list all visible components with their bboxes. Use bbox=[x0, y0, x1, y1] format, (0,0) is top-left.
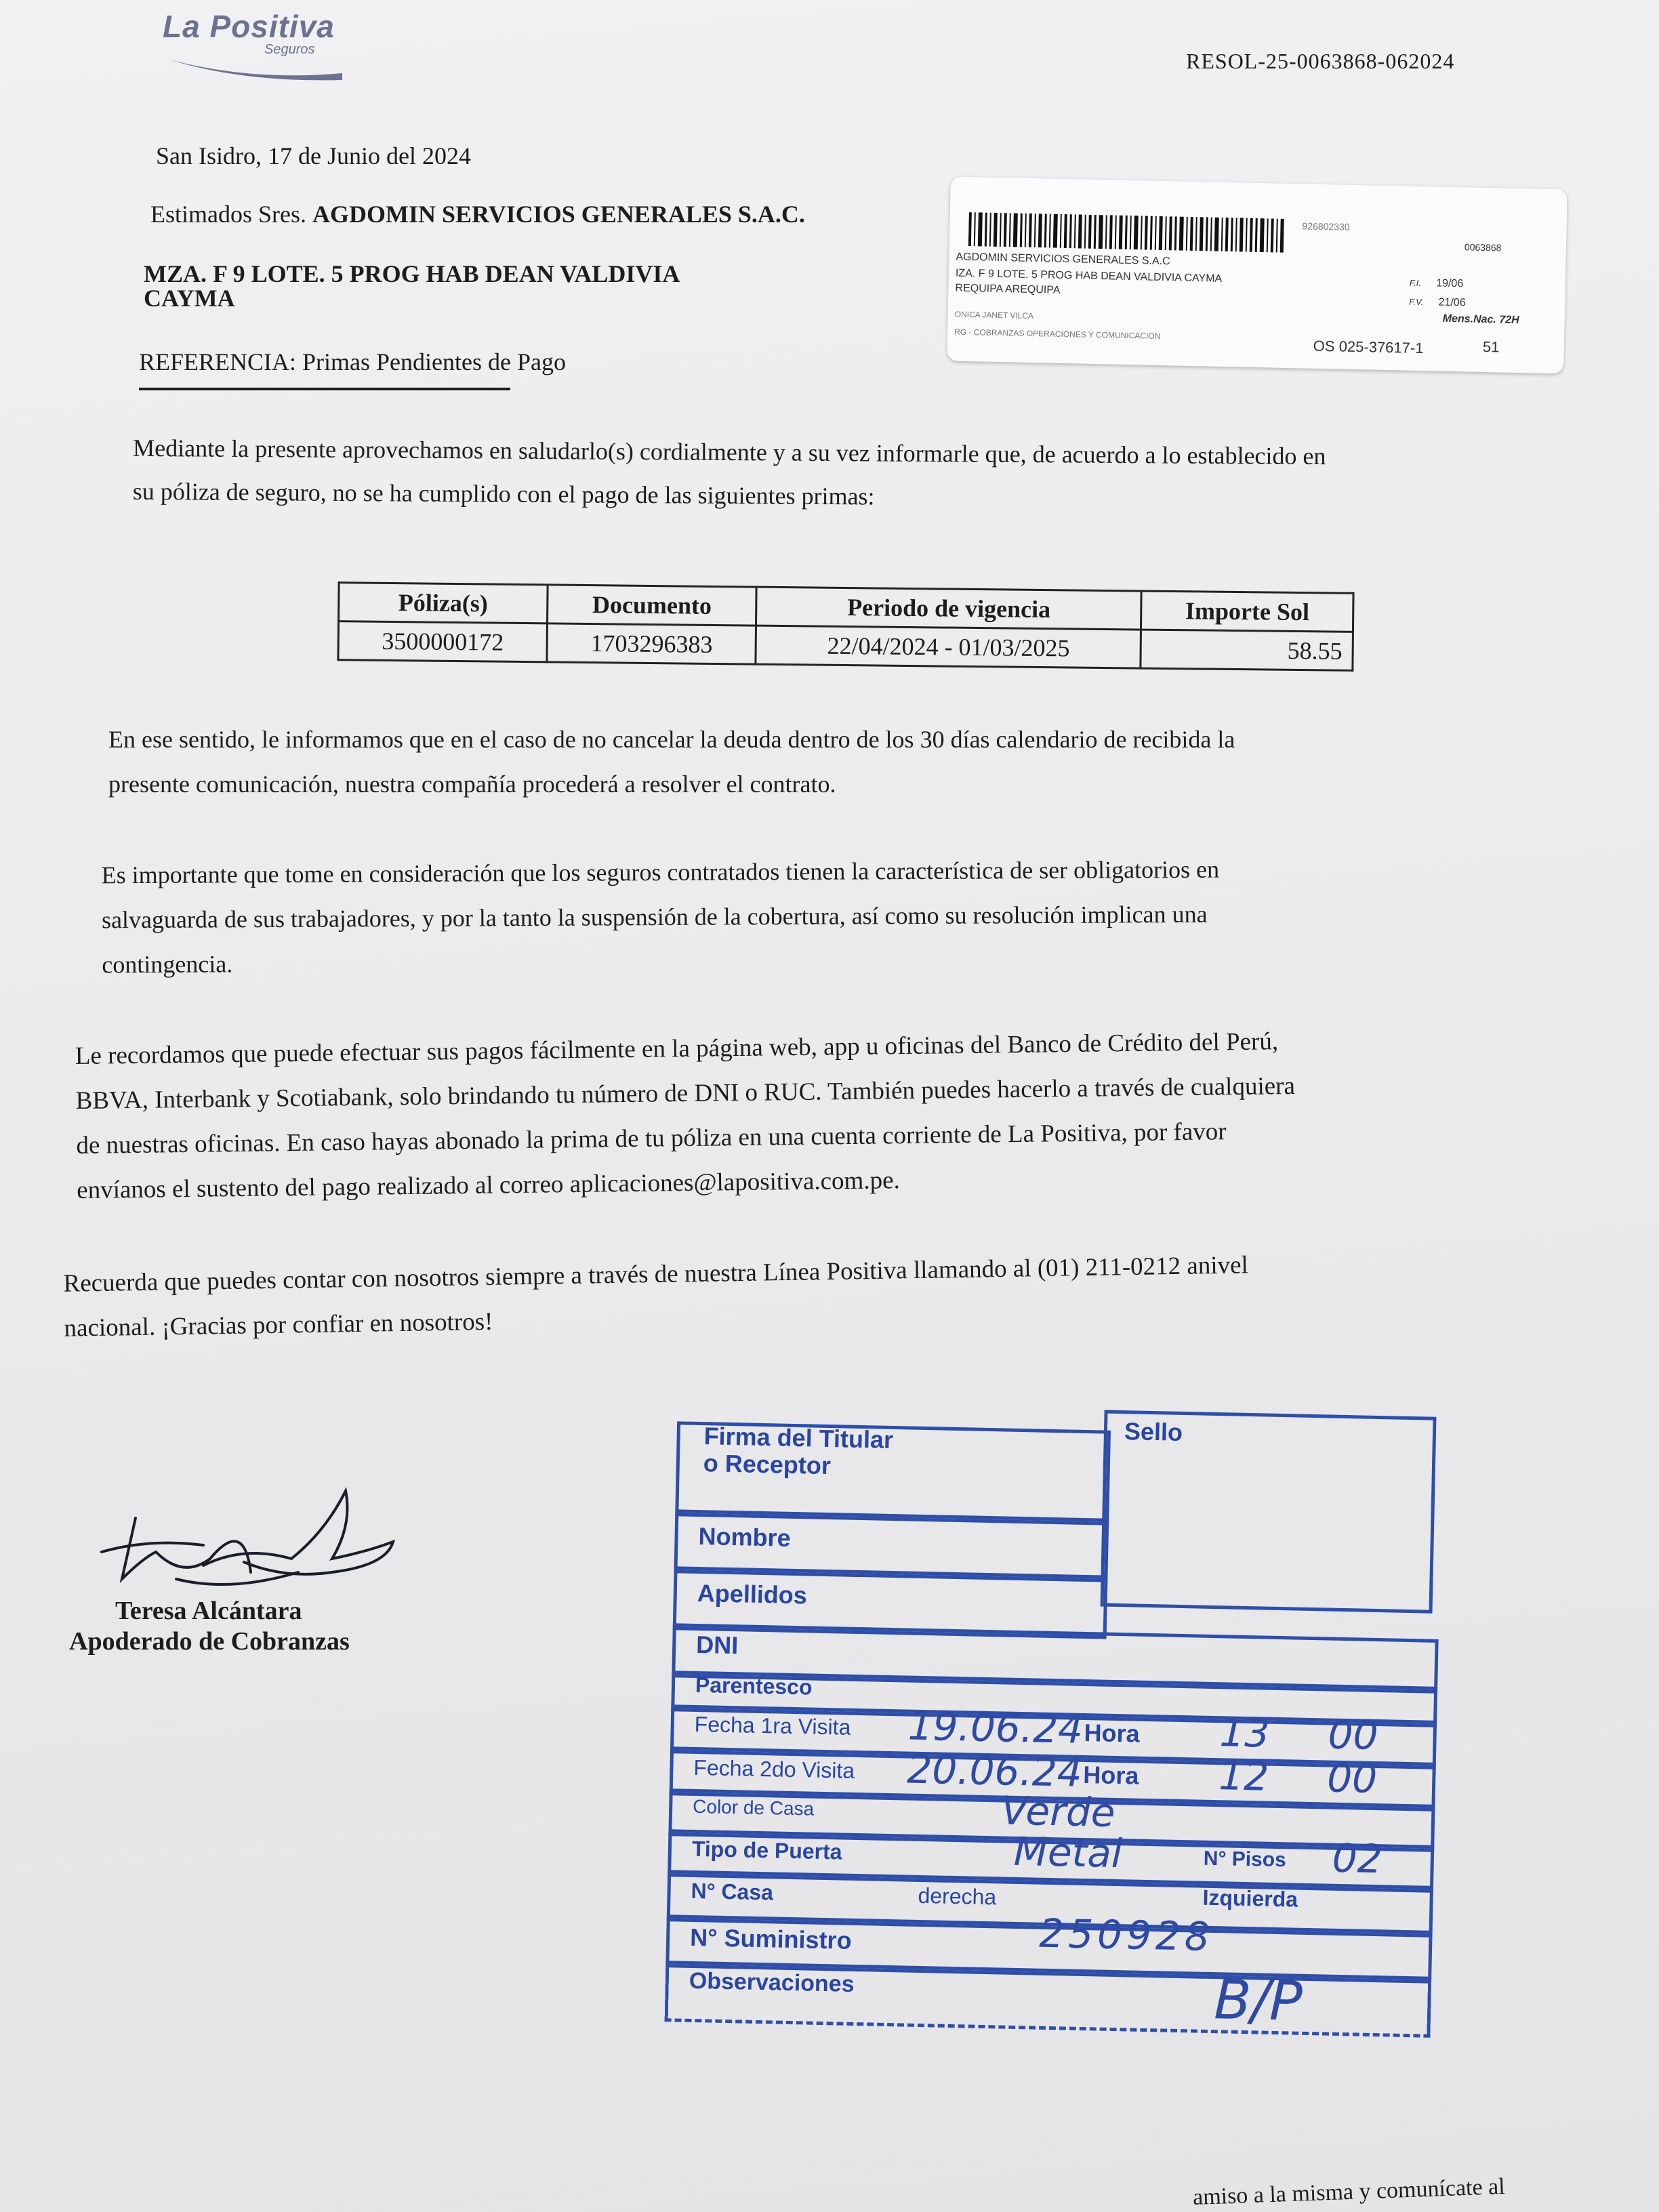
stamp-casa-label: N° Casa bbox=[691, 1878, 774, 1905]
logo-swoosh-icon bbox=[169, 54, 346, 81]
handwritten-hora2-h: 12 bbox=[1218, 1753, 1269, 1800]
stamp-color-label: Color de Casa bbox=[692, 1795, 815, 1820]
para2-line-1: En ese sentido, le informamos que en el caso de no cancelar la deuda dentro de los 30 días calendario de recibida la bbox=[108, 726, 1235, 753]
logo-sub: Seguros bbox=[264, 42, 315, 57]
handwritten-fecha2: 20.06.24 bbox=[906, 1746, 1083, 1796]
barcode-number: 926802330 bbox=[1302, 220, 1350, 232]
intro-line-1: Mediante la presente aprovechamos en saludarlo(s) cordialmente y a su vez informarle que, de acuerdo a lo establecido en bbox=[133, 434, 1326, 470]
paragraph-2 bbox=[108, 717, 1235, 806]
paragraph-3 bbox=[101, 847, 1219, 987]
la-positiva-logo bbox=[163, 8, 335, 57]
paragraph-5 bbox=[63, 1243, 1249, 1351]
cell-documento: 1703296383 bbox=[547, 623, 756, 664]
stamp-derecha-label: derecha bbox=[918, 1883, 997, 1910]
address-line-2: CAYMA bbox=[144, 285, 235, 312]
stamp-observaciones-label: Observaciones bbox=[689, 1967, 855, 1997]
stamp-parentesco-label: Parentesco bbox=[695, 1672, 813, 1700]
reference-line bbox=[139, 339, 566, 385]
paragraph-4 bbox=[75, 1019, 1296, 1213]
label-dept: RG - COBRANZAS OPERACIONES Y COMUNICACION bbox=[954, 327, 1161, 342]
stamp-apellidos-label: Apellidos bbox=[697, 1579, 808, 1610]
premiums-table bbox=[337, 581, 1354, 672]
label-os-num: 51 bbox=[1482, 337, 1500, 356]
stamp-hora2-label: Hora bbox=[1082, 1760, 1139, 1790]
stamp-puerta-label: Tipo de Puerta bbox=[691, 1836, 842, 1864]
label-city: REQUIPA AREQUIPA bbox=[955, 282, 1061, 296]
para5-line-2: nacional. ¡Gracias por confiar en nosotros! bbox=[64, 1307, 493, 1343]
reference-underline bbox=[139, 388, 510, 390]
para4-line-2: BBVA, Interbank y Scotiabank, solo brindando tu número de DNI o RUC. También puedes hacerlo a través de cualquiera bbox=[75, 1072, 1296, 1115]
stamp-suministro-label: N° Suministro bbox=[689, 1923, 853, 1954]
col-periodo: Periodo de vigencia bbox=[756, 587, 1142, 630]
signatory-name: Teresa Alcántara bbox=[115, 1597, 302, 1625]
label-fi: F.I. 19/06 bbox=[1409, 277, 1464, 290]
cell-periodo: 22/04/2024 - 01/03/2025 bbox=[756, 626, 1141, 668]
stamp-fecha1-label: Fecha 1ra Visita bbox=[694, 1711, 851, 1740]
para5-line-1: Recuerda que puedes contar con nosotros siempre a través de nuestra Línea Positiva llamando al (01) 211-0212 anivel bbox=[63, 1251, 1249, 1298]
reference-text: Primas Pendientes de Pago bbox=[302, 348, 566, 375]
greeting-line bbox=[150, 191, 805, 237]
date-line: San Isidro, 17 de Junio del 2024 bbox=[156, 142, 471, 169]
stamp-dni-label: DNI bbox=[695, 1630, 739, 1660]
label-code: 0063868 bbox=[1464, 241, 1502, 253]
stamp-fecha2-label: Fecha 2do Visita bbox=[693, 1755, 855, 1783]
handwritten-observaciones: B/P bbox=[1213, 1968, 1303, 2033]
handwritten-hora1-m: 00 bbox=[1327, 1711, 1379, 1759]
cell-poliza: 3500000172 bbox=[338, 621, 548, 662]
handwritten-signature bbox=[95, 1477, 407, 1599]
greeting: Estimados Sres. bbox=[150, 201, 306, 228]
stamp-nombre-label: Nombre bbox=[698, 1522, 792, 1552]
col-importe: Importe Sol bbox=[1141, 591, 1353, 632]
address-line-1: MZA. F 9 LOTE. 5 PROG HAB DEAN VALDIVIA bbox=[144, 260, 680, 287]
label-contact: ONICA JANET VILCA bbox=[954, 309, 1034, 321]
label-os-code: OS 025-37617-1 bbox=[1313, 337, 1424, 357]
stamp-firma-label: Firma del Titular bbox=[703, 1422, 894, 1454]
cell-importe: 58.55 bbox=[1141, 630, 1353, 670]
para2-line-2: presente comunicación, nuestra compañía procederá a resolver el contrato. bbox=[108, 771, 836, 798]
intro-line-2: su póliza de seguro, no se ha cumplido con el pago de las siguientes primas: bbox=[132, 477, 875, 510]
stamp-hora1-label: Hora bbox=[1084, 1719, 1141, 1748]
handwritten-hora1-h: 13 bbox=[1218, 1709, 1271, 1757]
label-address: IZA. F 9 LOTE. 5 PROG HAB DEAN VALDIVIA CAYMA bbox=[955, 267, 1223, 285]
courier-label bbox=[947, 177, 1567, 374]
label-mens: Mens.Nac. 72H bbox=[1442, 312, 1519, 327]
para4-line-3: de nuestras oficinas. En caso hayas abonado la prima de tu póliza en una cuenta corriente de La Positiva, por favor bbox=[76, 1118, 1227, 1160]
stamp-pisos-label: N° Pisos bbox=[1203, 1847, 1287, 1872]
intro-paragraph bbox=[133, 426, 1326, 522]
handwritten-color: Verde bbox=[1000, 1787, 1116, 1836]
para4-line-4: envíanos el sustento del pago realizado al correo aplicaciones@lapositiva.com.pe. bbox=[77, 1166, 900, 1204]
stamp-izquierda-label: Izquierda bbox=[1202, 1885, 1298, 1912]
delivery-stamp bbox=[657, 1380, 1511, 2062]
para3-line-2: salvaguarda de sus trabajadores, y por la tanto la suspensión de la cobertura, así como su resolución implican una bbox=[101, 900, 1208, 934]
handwritten-puerta: Metal bbox=[1013, 1828, 1123, 1877]
para4-line-1: Le recordamos que puede efectuar sus pagos fácilmente en la página web, app u oficinas del Banco de Crédito del Perú, bbox=[75, 1027, 1279, 1070]
label-company: AGDOMIN SERVICIOS GENERALES S.A.C bbox=[956, 251, 1170, 268]
logo-name: La Positiva bbox=[163, 9, 335, 44]
col-poliza: Póliza(s) bbox=[339, 583, 548, 623]
company-name: AGDOMIN SERVICIOS GENERALES S.A.C. bbox=[312, 201, 805, 228]
signatory-role: Apoderado de Cobranzas bbox=[69, 1627, 350, 1656]
stamp-sello-label: Sello bbox=[1124, 1417, 1183, 1446]
barcode-icon bbox=[968, 212, 1301, 253]
resolution-number: RESOL-25-0063868-062024 bbox=[1186, 49, 1455, 73]
handwritten-pisos: 02 bbox=[1332, 1835, 1383, 1883]
handwritten-suministro: 250928 bbox=[1038, 1910, 1214, 1961]
para3-line-3: contingencia. bbox=[102, 950, 233, 979]
handwritten-hora2-m: 00 bbox=[1326, 1755, 1378, 1803]
handwritten-fecha1: 19.06.24 bbox=[907, 1702, 1084, 1753]
stamp-receptor-label: o Receptor bbox=[703, 1449, 832, 1480]
reference-label: REFERENCIA: bbox=[139, 348, 297, 375]
col-documento: Documento bbox=[548, 585, 757, 626]
footer-fragment: amiso a la misma y comunícate al bbox=[1192, 2173, 1506, 2211]
para3-line-1: Es importante que tome en consideración que los seguros contratados tienen la característica de ser obligatorios en bbox=[101, 855, 1220, 889]
label-fv: F.V. 21/06 bbox=[1409, 296, 1466, 309]
